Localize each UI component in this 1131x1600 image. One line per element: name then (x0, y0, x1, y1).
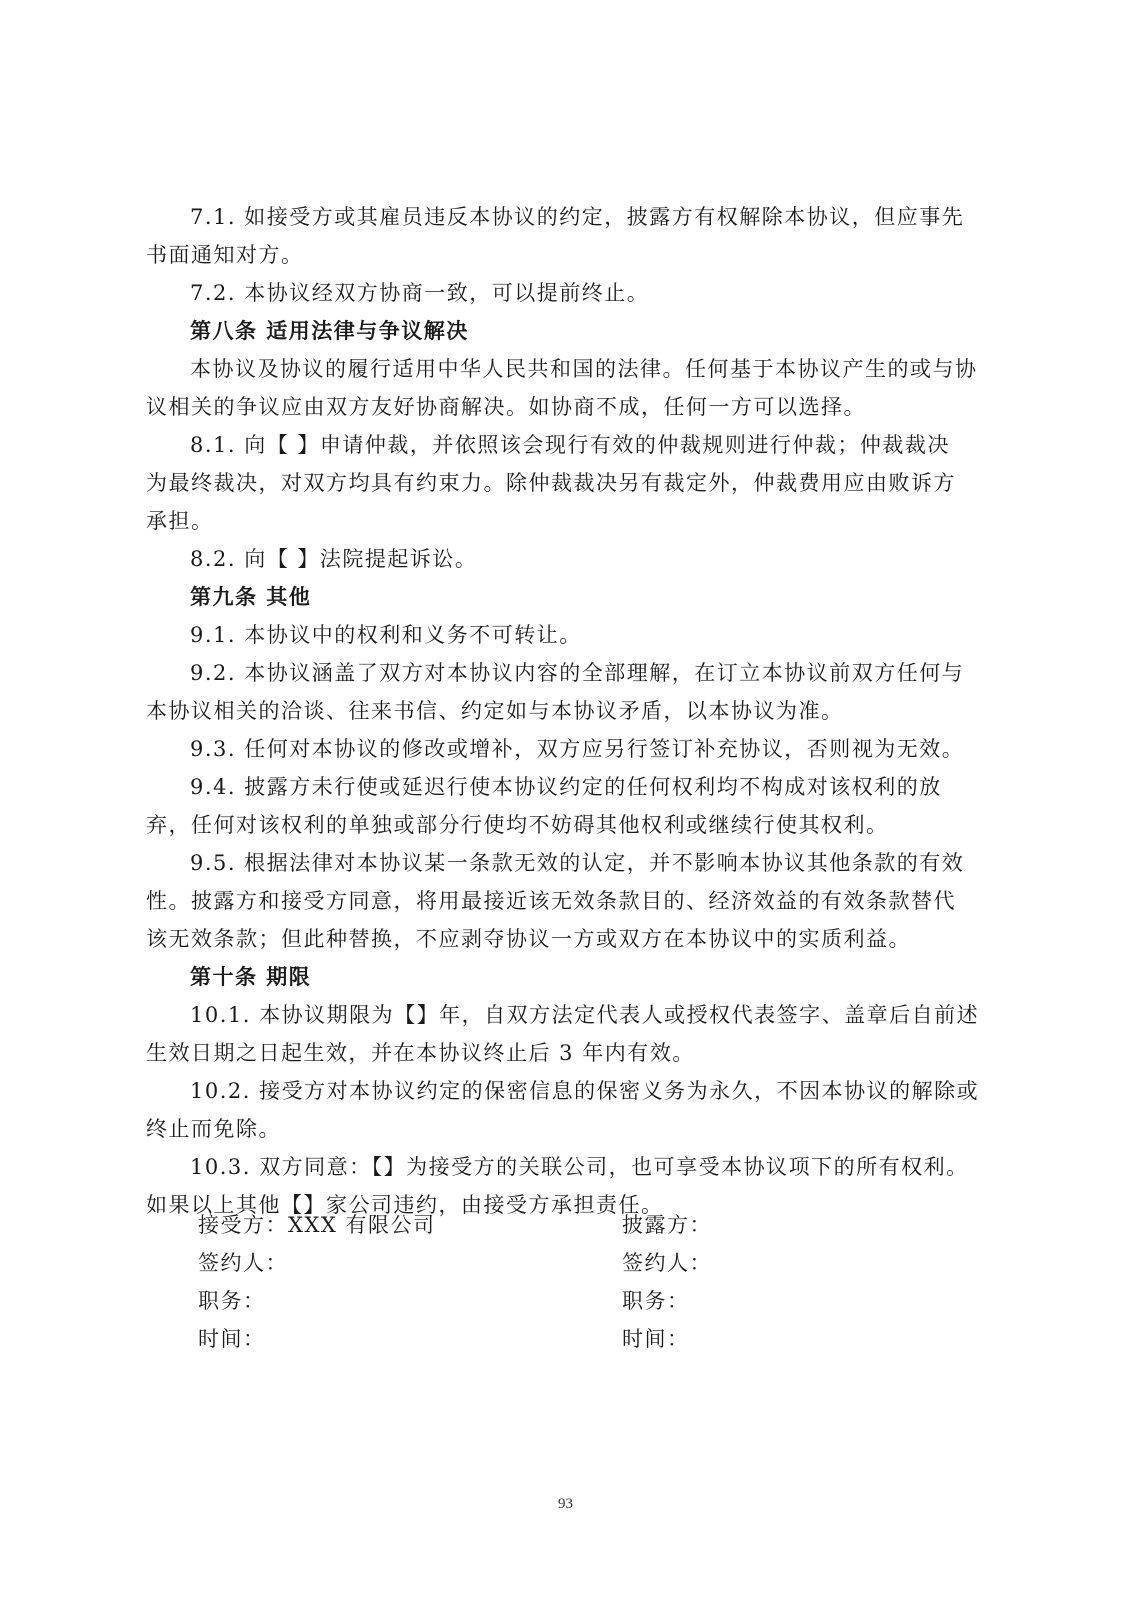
body-line: 终止而免除。 (146, 1117, 281, 1141)
discloser-date-label: 时间： (622, 1327, 690, 1351)
body-line: 如果以上其他【】家公司违约，由接受方承担责任。 (146, 1193, 664, 1217)
body-line: 9.1. 本协议中的权利和义务不可转让。 (190, 623, 582, 647)
body-line: 8.2. 向【 】法院提起诉讼。 (190, 547, 478, 571)
body-line: 9.3. 任何对本协议的修改或增补，双方应另行签订补充协议，否则视为无效。 (190, 737, 965, 761)
section-heading: 第九条 其他 (190, 585, 312, 609)
section-heading: 第十条 期限 (190, 965, 312, 989)
body-line: 9.4. 披露方未行使或延迟行使本协议约定的任何权利均不构成对该权利的放 (190, 775, 942, 799)
discloser-label: 披露方： (622, 1213, 712, 1237)
page-number: 93 (558, 1496, 573, 1512)
body-line: 10.1. 本协议期限为【】年，自双方法定代表人或授权代表签字、盖章后自前述 (190, 1003, 980, 1027)
recipient-date-label: 时间： (198, 1327, 266, 1351)
discloser-signatory-label: 签约人： (622, 1251, 712, 1275)
recipient-label: 接受方：XXX 有限公司 (198, 1213, 436, 1237)
body-line: 8.1. 向【 】申请仲裁，并依照该会现行有效的仲裁规则进行仲裁；仲裁裁决 (190, 433, 950, 457)
body-line: 9.2. 本协议涵盖了双方对本协议内容的全部理解，在订立本协议前双方任何与 (190, 661, 965, 685)
body-line: 10.2. 接受方对本协议约定的保密信息的保密义务为永久，不因本协议的解除或 (190, 1079, 980, 1103)
recipient-signatory-label: 签约人： (198, 1251, 288, 1275)
body-line: 本协议及协议的履行适用中华人民共和国的法律。任何基于本协议产生的或与协 (190, 357, 978, 381)
body-line: 7.1. 如接受方或其雇员违反本协议的约定，披露方有权解除本协议，但应事先 (190, 205, 965, 229)
recipient-title-label: 职务： (198, 1289, 266, 1313)
body-line: 承担。 (146, 509, 214, 533)
body-line: 书面通知对方。 (146, 243, 304, 267)
body-line: 9.5. 根据法律对本协议某一条款无效的认定，并不影响本协议其他条款的有效 (190, 851, 965, 875)
body-line: 该无效条款；但此种替换，不应剥夺协议一方或双方在本协议中的实质利益。 (146, 927, 911, 951)
body-line: 议相关的争议应由双方友好协商解决。如协商不成，任何一方可以选择。 (146, 395, 866, 419)
body-line: 弃，任何对该权利的单独或部分行使均不妨碍其他权利或继续行使其权利。 (146, 813, 889, 837)
body-line: 为最终裁决，对双方均具有约束力。除仲裁裁决另有裁定外，仲裁费用应由败诉方 (146, 471, 956, 495)
discloser-title-label: 职务： (622, 1289, 690, 1313)
body-line: 10.3. 双方同意：【】为接受方的关联公司，也可享受本协议项下的所有权利。 (190, 1155, 969, 1179)
body-line: 性。披露方和接受方同意，将用最接近该无效条款目的、经济效益的有效条款替代 (146, 889, 956, 913)
body-line: 7.2. 本协议经双方协商一致，可以提前终止。 (190, 281, 650, 305)
section-heading: 第八条 适用法律与争议解决 (190, 319, 469, 343)
body-line: 生效日期之日起生效，并在本协议终止后 3 年内有效。 (146, 1041, 695, 1065)
body-line: 本协议相关的洽谈、往来书信、约定如与本协议矛盾，以本协议为准。 (146, 699, 844, 723)
